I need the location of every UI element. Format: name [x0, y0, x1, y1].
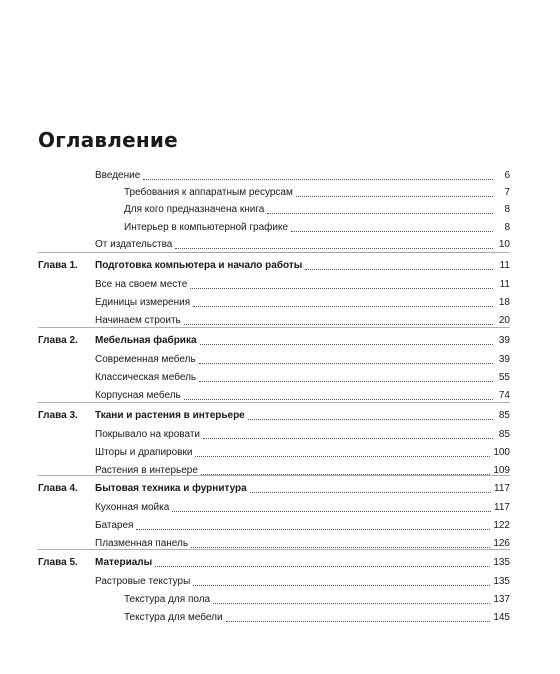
dot-leader — [193, 585, 490, 586]
entry-title: Требования к аппаратным ресурсам — [124, 187, 293, 199]
entry-title: Корпусная мебель — [95, 390, 181, 402]
dot-leader — [190, 288, 493, 289]
entry-title: Ткани и растения в интерьере — [95, 410, 245, 421]
toc-entry[interactable] — [95, 410, 510, 422]
entry-title: Начинаем строить — [95, 315, 181, 327]
toc-entry[interactable] — [38, 239, 510, 251]
entry-title: Все на своем месте — [95, 279, 188, 290]
page-number: 18 — [498, 297, 510, 309]
page-number: 8 — [504, 221, 510, 233]
dot-leader — [136, 529, 490, 530]
entry-title: Подготовка компьютера и начало работы — [95, 260, 303, 271]
page-number: 145 — [493, 612, 510, 624]
chapter-row — [38, 335, 510, 347]
page-number: 20 — [498, 315, 510, 327]
toc-entry[interactable] — [38, 354, 510, 366]
dot-leader — [143, 179, 493, 180]
entry-title: Кухонная мойка — [95, 502, 170, 513]
dot-leader — [248, 419, 493, 420]
page-number: 100 — [493, 447, 510, 459]
entry-title: Текстура для пола — [124, 594, 211, 606]
toc-row — [38, 239, 510, 251]
page-number: 11 — [499, 260, 510, 271]
page-number: 117 — [494, 502, 510, 513]
toc-entry[interactable] — [38, 447, 510, 459]
dot-leader — [250, 492, 491, 493]
chapter-divider — [38, 252, 510, 253]
page-number: 10 — [498, 238, 510, 250]
page-number: 39 — [498, 335, 510, 346]
toc-row — [38, 429, 510, 441]
toc-entry[interactable] — [38, 594, 510, 606]
chapter-label: Глава 4. — [38, 483, 78, 494]
toc-row — [38, 204, 510, 216]
entry-title: Единицы измерения — [95, 297, 191, 309]
entry-title: Шторы и драпировки — [95, 447, 193, 459]
entry-title: Батарея — [95, 520, 134, 532]
toc-entry[interactable] — [38, 390, 510, 402]
toc-entry[interactable] — [95, 260, 510, 272]
entry-title: Материалы — [95, 557, 153, 568]
toc-row — [38, 170, 510, 182]
entry-title: Растровые текстуры — [95, 576, 191, 587]
toc-row — [38, 354, 510, 366]
page-number: 109 — [493, 465, 510, 477]
toc-entry[interactable] — [38, 187, 510, 199]
page-number: 135 — [493, 557, 510, 568]
chapter-divider — [38, 475, 510, 476]
page-number: 85 — [498, 429, 510, 440]
dot-leader — [155, 566, 490, 567]
toc-entry[interactable] — [95, 483, 510, 495]
page-number: 122 — [493, 520, 510, 532]
chapter-divider — [38, 327, 510, 328]
chapter-label: Глава 3. — [38, 410, 78, 421]
toc-row — [38, 372, 510, 384]
dot-leader — [199, 363, 493, 364]
entry-title: Покрывало на кровати — [95, 429, 200, 440]
toc-entry[interactable] — [38, 520, 510, 532]
toc-row — [38, 594, 510, 606]
toc-row — [38, 390, 510, 402]
chapter-row — [38, 483, 510, 495]
entry-title: От издательства — [95, 238, 173, 250]
page-number: 39 — [498, 354, 510, 365]
toc-row — [38, 520, 510, 532]
dot-leader — [213, 603, 490, 604]
toc-row — [38, 447, 510, 459]
toc-entry[interactable] — [95, 557, 510, 569]
entry-title: Плазменная панель — [95, 538, 189, 550]
toc-entry[interactable] — [38, 204, 510, 216]
dot-leader — [200, 344, 493, 345]
entry-title: Для кого предназначена книга — [124, 204, 265, 216]
page-number: 55 — [498, 372, 510, 384]
dot-leader — [296, 196, 493, 197]
page-number: 117 — [494, 483, 510, 494]
toc-entry[interactable] — [38, 429, 510, 441]
chapter-row — [38, 410, 510, 422]
chapter-divider — [38, 549, 510, 550]
toc-row — [38, 297, 510, 309]
entry-title: Мебельная фабрика — [95, 335, 197, 346]
dot-leader — [193, 306, 493, 307]
dot-leader — [195, 456, 490, 457]
toc-entry[interactable] — [38, 576, 510, 588]
entry-title: Растения в интерьере — [95, 465, 198, 477]
dot-leader — [184, 324, 493, 325]
page-number: 8 — [504, 204, 510, 216]
page-title: Оглавление — [38, 128, 178, 152]
dot-leader — [305, 269, 493, 270]
dot-leader — [267, 213, 493, 214]
entry-title: Введение — [95, 170, 141, 181]
toc-row — [38, 612, 510, 624]
entry-title: Интерьер в компьютерной графике — [124, 221, 289, 233]
dot-leader — [184, 399, 493, 400]
chapter-label: Глава 2. — [38, 335, 78, 346]
toc-row — [38, 315, 510, 327]
page-number: 74 — [498, 390, 510, 402]
page-number: 85 — [498, 410, 510, 421]
toc-entry[interactable] — [38, 279, 510, 291]
page-number: 6 — [504, 170, 510, 181]
dot-leader — [226, 621, 491, 622]
toc-entry[interactable] — [38, 502, 510, 514]
toc-entry[interactable] — [95, 335, 510, 347]
toc-entry[interactable] — [38, 372, 510, 384]
dot-leader — [172, 511, 491, 512]
dot-leader — [175, 248, 493, 249]
entry-title: Бытовая техника и фурнитура — [95, 483, 247, 494]
chapter-divider — [38, 402, 510, 403]
toc-row — [38, 222, 510, 234]
page-number: 11 — [499, 279, 510, 290]
toc-row — [38, 576, 510, 588]
toc-entry[interactable] — [38, 222, 510, 234]
chapter-row — [38, 557, 510, 569]
toc-entry[interactable] — [38, 170, 510, 182]
dot-leader — [291, 231, 493, 232]
entry-title: Классическая мебель — [95, 372, 197, 384]
entry-title: Текстура для мебели — [124, 612, 223, 624]
page-number: 137 — [493, 594, 510, 606]
toc-entry[interactable] — [38, 612, 510, 624]
page-number: 135 — [493, 576, 510, 587]
dot-leader — [203, 438, 493, 439]
toc-entry[interactable] — [38, 297, 510, 309]
page-number: 7 — [504, 187, 510, 199]
dot-leader — [199, 381, 493, 382]
toc-entry[interactable] — [38, 315, 510, 327]
toc-row — [38, 187, 510, 199]
entry-title: Современная мебель — [95, 354, 196, 365]
chapter-row — [38, 260, 510, 272]
toc-row — [38, 279, 510, 291]
chapter-label: Глава 5. — [38, 557, 78, 568]
toc-row — [38, 502, 510, 514]
chapter-label: Глава 1. — [38, 260, 78, 271]
page-number: 126 — [493, 538, 510, 550]
